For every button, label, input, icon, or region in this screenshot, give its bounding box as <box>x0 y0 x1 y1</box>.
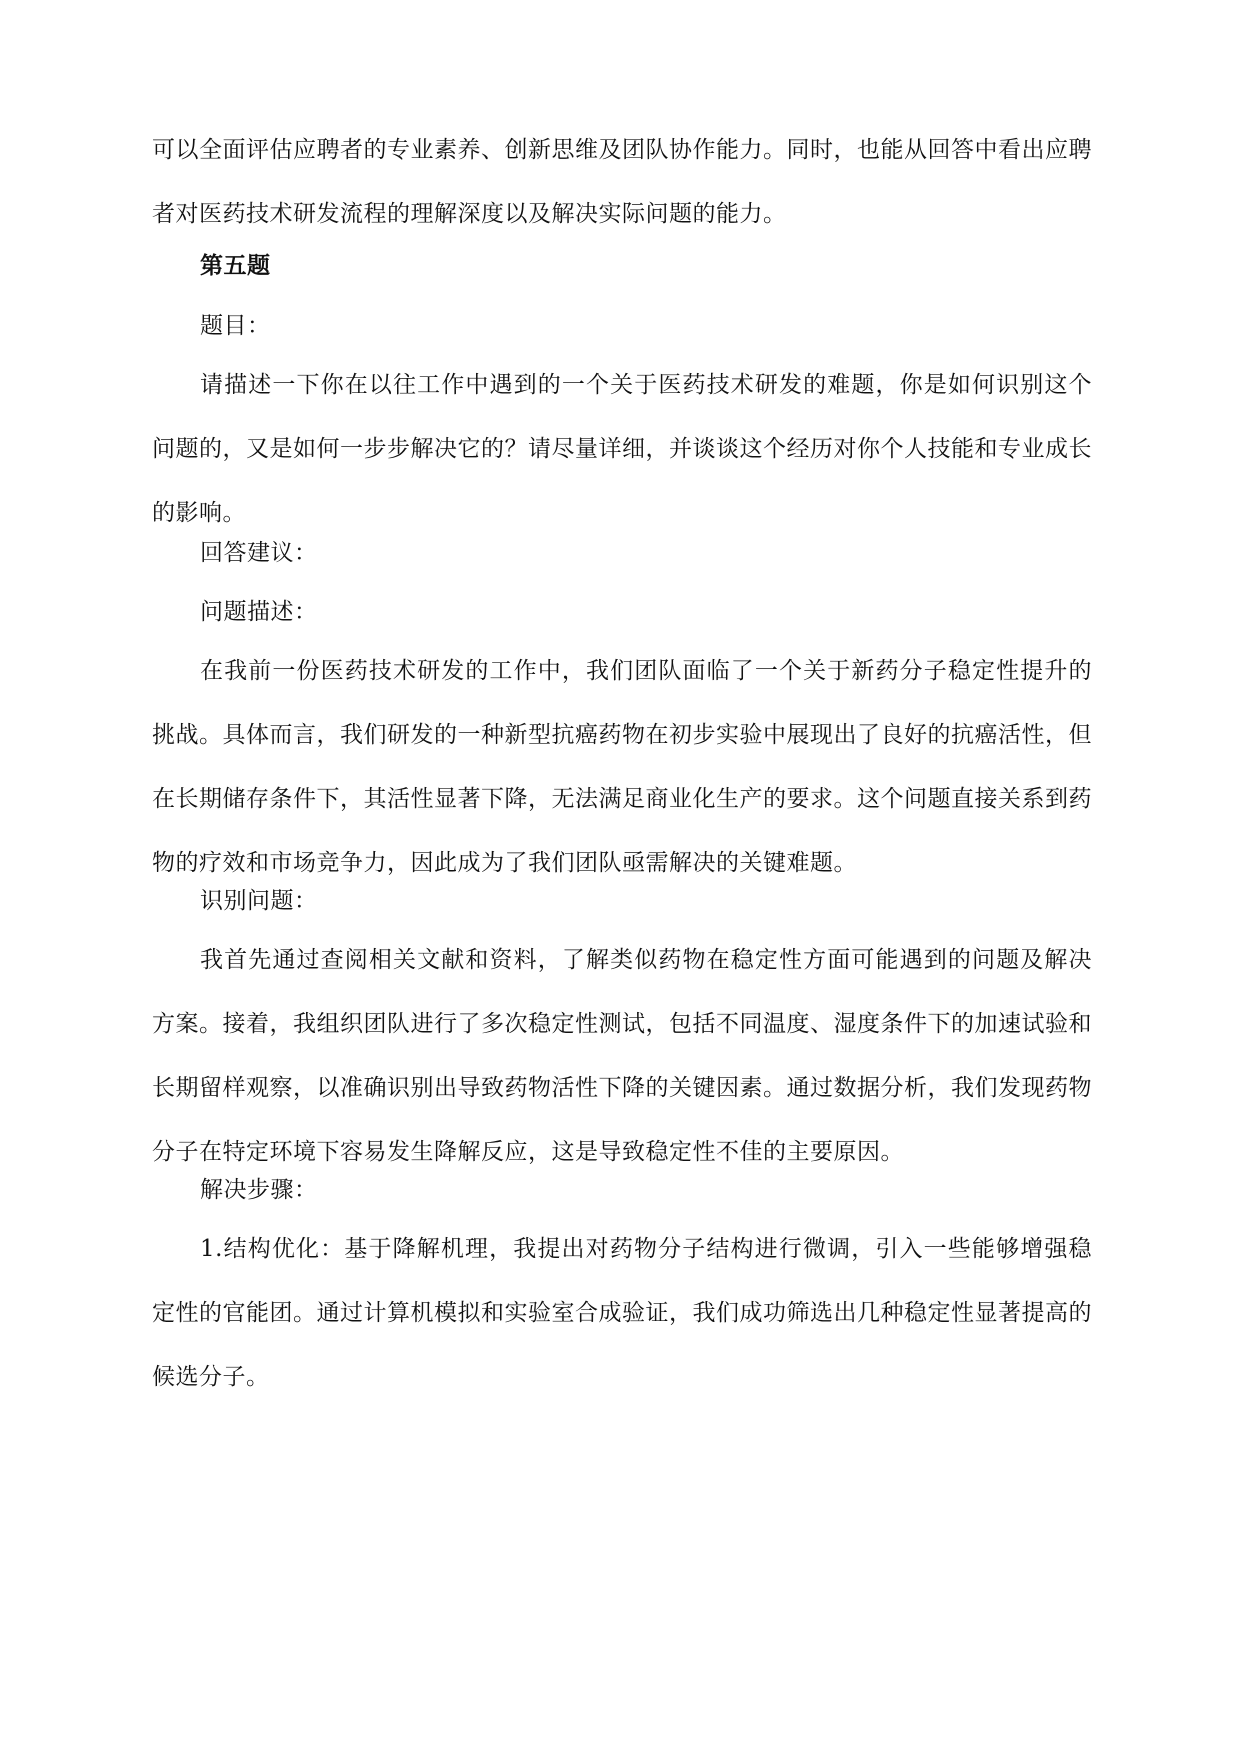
section-title: 第五题 <box>200 253 271 279</box>
identify-label-block <box>152 869 1092 933</box>
problem-text: 在我前一份医药技术研发的工作中，我们团队面临了一个关于新药分子稳定性提升的挑战。具体而言，我们研发的一种新型抗癌药物在初步实验中展现出了良好的抗癌活性，但在长期储存条件下，其活性显著下降，无法满足商业化生产的要求。这个问题直接关系到药物的疗效和市场竞争力，因此成为了我们团队亟需解决的关键难题。 <box>152 658 1092 876</box>
answer-label: 回答建议： <box>200 540 318 566</box>
question-paragraph <box>152 353 1092 545</box>
problem-paragraph <box>152 639 1092 895</box>
step-1-paragraph <box>152 1217 1092 1409</box>
answer-label-block <box>152 521 1092 585</box>
intro-paragraph <box>152 118 1092 246</box>
identify-paragraph <box>152 928 1092 1184</box>
problem-label: 问题描述： <box>200 599 318 625</box>
question-label-block <box>152 294 1092 358</box>
steps-label: 解决步骤： <box>200 1177 318 1203</box>
steps-label-block <box>152 1158 1092 1222</box>
problem-label-block <box>152 580 1092 644</box>
question-text: 请描述一下你在以往工作中遇到的一个关于医药技术研发的难题，你是如何识别这个问题的，又是如何一步步解决它的？请尽量详细，并谈谈这个经历对你个人技能和专业成长的影响。 <box>152 372 1092 526</box>
step-1-text: 1.结构优化：基于降解机理，我提出对药物分子结构进行微调，引入一些能够增强稳定性的官能团。通过计算机模拟和实验室合成验证，我们成功筛选出几种稳定性显著提高的候选分子。 <box>152 1236 1092 1390</box>
identify-label: 识别问题： <box>200 888 318 914</box>
section-heading <box>152 234 1092 298</box>
question-label: 题目： <box>200 313 271 339</box>
identify-text: 我首先通过查阅相关文献和资料，了解类似药物在稳定性方面可能遇到的问题及解决方案。接着，我组织团队进行了多次稳定性测试，包括不同温度、湿度条件下的加速试验和长期留样观察，以准确识别出导致药物活性下降的关键因素。通过数据分析，我们发现药物分子在特定环境下容易发生降解反应，这是导致稳定性不佳的主要原因。 <box>152 947 1092 1165</box>
intro-continuation-text: 可以全面评估应聘者的专业素养、创新思维及团队协作能力。同时，也能从回答中看出应聘者对医药技术研发流程的理解深度以及解决实际问题的能力。 <box>152 137 1092 227</box>
